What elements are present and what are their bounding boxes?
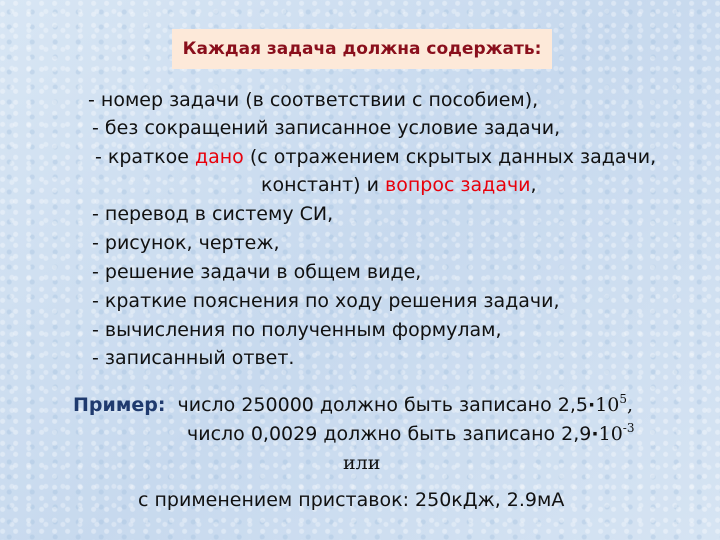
example-text: , [627, 394, 634, 416]
highlight-question: вопрос задачи [385, 174, 531, 196]
requirement-item: - без сокращений записанное условие задачи, [92, 117, 561, 139]
or-text: или [343, 452, 381, 474]
requirement-item: - вычисления по полученным формулам, [92, 319, 502, 341]
section-title [172, 29, 552, 69]
requirement-item [261, 173, 537, 197]
requirement-item: - перевод в систему СИ, [92, 203, 334, 225]
requirement-item: - номер задачи (в соответствии с пособием), [88, 89, 539, 111]
multiply-dot: · [587, 394, 596, 416]
requirement-item: - записанный ответ. [92, 347, 295, 369]
requirement-text: (с отражением скрытых данных задачи, [243, 146, 657, 168]
example-text: число 0,0029 должно быть записано 2,9 [187, 423, 592, 445]
requirement-item: - краткие пояснения по ходу решения задачи, [92, 290, 560, 312]
requirement-text: констант) и [261, 174, 386, 196]
multiply-dot: · [591, 423, 599, 445]
power-base: 10 [595, 394, 620, 416]
requirement-text: , [530, 174, 537, 196]
section-title-text: Каждая задача должна содержать: [182, 39, 542, 59]
requirement-text: - краткое [95, 146, 195, 168]
requirement-item [95, 145, 656, 169]
requirement-item: - рисунок, чертеж, [92, 232, 280, 254]
requirement-item: - решение задачи в общем виде, [92, 261, 422, 283]
example-text: число 250000 должно быть записано 2,5 [165, 394, 588, 416]
highlight-given: дано [194, 146, 244, 168]
example-line-1 [73, 393, 633, 417]
example-line-2 [187, 422, 635, 446]
power-base: 10 [598, 423, 623, 445]
example-label: Пример: [73, 394, 166, 416]
prefix-example: с применением приставок: 250кДж, 2.9мА [138, 489, 565, 511]
power-exponent: 5 [619, 392, 628, 406]
power-exponent: -3 [622, 421, 635, 435]
